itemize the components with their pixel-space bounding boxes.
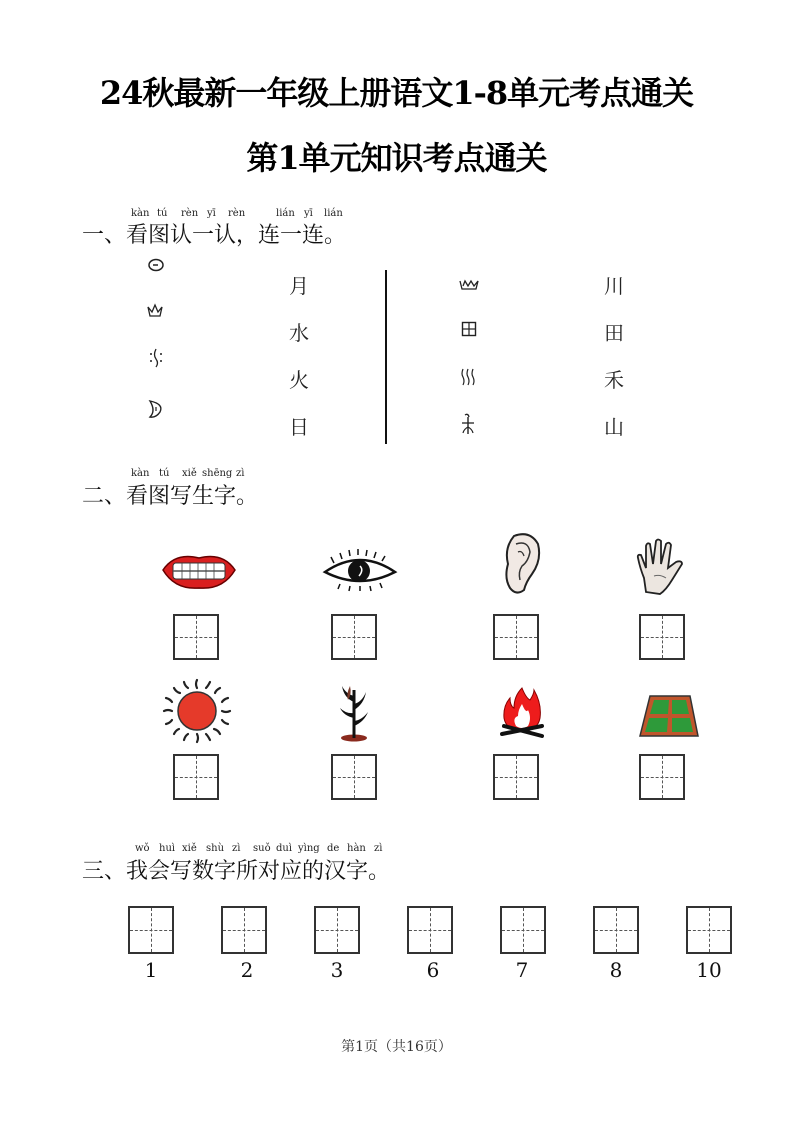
writing-grid-number[interactable]	[407, 906, 453, 954]
character-option[interactable]: 日	[289, 415, 309, 439]
pinyin: yī	[207, 208, 216, 219]
page-number: 第1页（共16页）	[341, 1039, 452, 1055]
ear-picture-icon	[500, 530, 544, 596]
document-title: 24秋最新一年级上册语文1-8单元考点通关	[99, 74, 694, 112]
number-label: 2	[240, 958, 254, 982]
pinyin: yìng	[298, 843, 320, 854]
writing-grid-ear[interactable]	[493, 614, 539, 660]
writing-grid-field[interactable]	[639, 754, 685, 800]
writing-grid-number[interactable]	[221, 906, 267, 954]
grain-plant-picture-icon	[336, 682, 372, 742]
pinyin: de	[327, 843, 340, 854]
writing-grid-sun[interactable]	[173, 754, 219, 800]
ancient-grain-icon	[459, 412, 477, 436]
pinyin: rèn	[228, 208, 246, 219]
ancient-fire-icon	[145, 302, 165, 320]
writing-grid-mouth[interactable]	[173, 614, 219, 660]
character-option[interactable]: 月	[289, 274, 309, 298]
field-picture-icon	[638, 694, 700, 738]
pinyin: zì	[236, 468, 245, 479]
writing-grid-number[interactable]	[314, 906, 360, 954]
ancient-river-icon	[460, 367, 476, 387]
column-divider	[385, 270, 387, 444]
pinyin: lián	[276, 208, 295, 219]
pinyin: huì	[159, 843, 176, 854]
pinyin: wǒ	[135, 843, 150, 854]
pinyin: tú	[157, 208, 168, 219]
unit-subtitle: 第1单元知识考点通关	[246, 139, 547, 177]
character-option[interactable]: 田	[604, 321, 624, 345]
number-label: 7	[515, 958, 529, 982]
pinyin: xiě	[182, 843, 197, 854]
character-option[interactable]: 火	[289, 368, 309, 392]
number-label: 3	[330, 958, 344, 982]
pinyin: shēng	[202, 468, 233, 479]
ancient-water-icon	[148, 347, 164, 369]
writing-grid-number[interactable]	[593, 906, 639, 954]
character-option[interactable]: 山	[604, 415, 624, 439]
sun-picture-icon	[162, 678, 232, 744]
pinyin: shù	[206, 843, 225, 854]
character-option[interactable]: 禾	[604, 368, 624, 392]
writing-grid-number[interactable]	[686, 906, 732, 954]
number-label: 8	[609, 958, 623, 982]
pinyin: yī	[304, 208, 313, 219]
pinyin: rèn	[181, 208, 199, 219]
ancient-moon-icon	[146, 398, 166, 420]
pinyin: lián	[324, 208, 343, 219]
pinyin: hàn	[347, 843, 366, 854]
fire-picture-icon	[500, 686, 544, 740]
character-option[interactable]: 水	[289, 321, 309, 345]
pinyin: kàn	[131, 208, 150, 219]
section-2-heading: 二、看图写生字。	[82, 484, 259, 509]
pinyin: tú	[159, 468, 170, 479]
writing-grid-eye[interactable]	[331, 614, 377, 660]
mouth-picture-icon	[160, 548, 238, 592]
number-label: 1	[144, 958, 158, 982]
writing-grid-number[interactable]	[128, 906, 174, 954]
section-1-heading: 一、看图认一认，连一连。	[82, 223, 347, 248]
pinyin: xiě	[182, 468, 197, 479]
ancient-field-icon	[461, 321, 477, 337]
character-option[interactable]: 川	[604, 274, 624, 298]
ancient-sun-icon	[146, 256, 166, 274]
pinyin: suǒ	[253, 843, 271, 854]
pinyin: zì	[232, 843, 241, 854]
hand-picture-icon	[636, 538, 688, 596]
pinyin: zì	[374, 843, 383, 854]
pinyin: kàn	[131, 468, 150, 479]
eye-picture-icon	[322, 548, 398, 594]
section-3-heading: 三、我会写数字所对应的汉字。	[82, 859, 391, 884]
number-label: 10	[696, 958, 722, 982]
writing-grid-hand[interactable]	[639, 614, 685, 660]
writing-grid-grain[interactable]	[331, 754, 377, 800]
ancient-mountain-icon	[458, 278, 480, 292]
number-label: 6	[426, 958, 440, 982]
writing-grid-fire[interactable]	[493, 754, 539, 800]
writing-grid-number[interactable]	[500, 906, 546, 954]
pinyin: duì	[276, 843, 293, 854]
